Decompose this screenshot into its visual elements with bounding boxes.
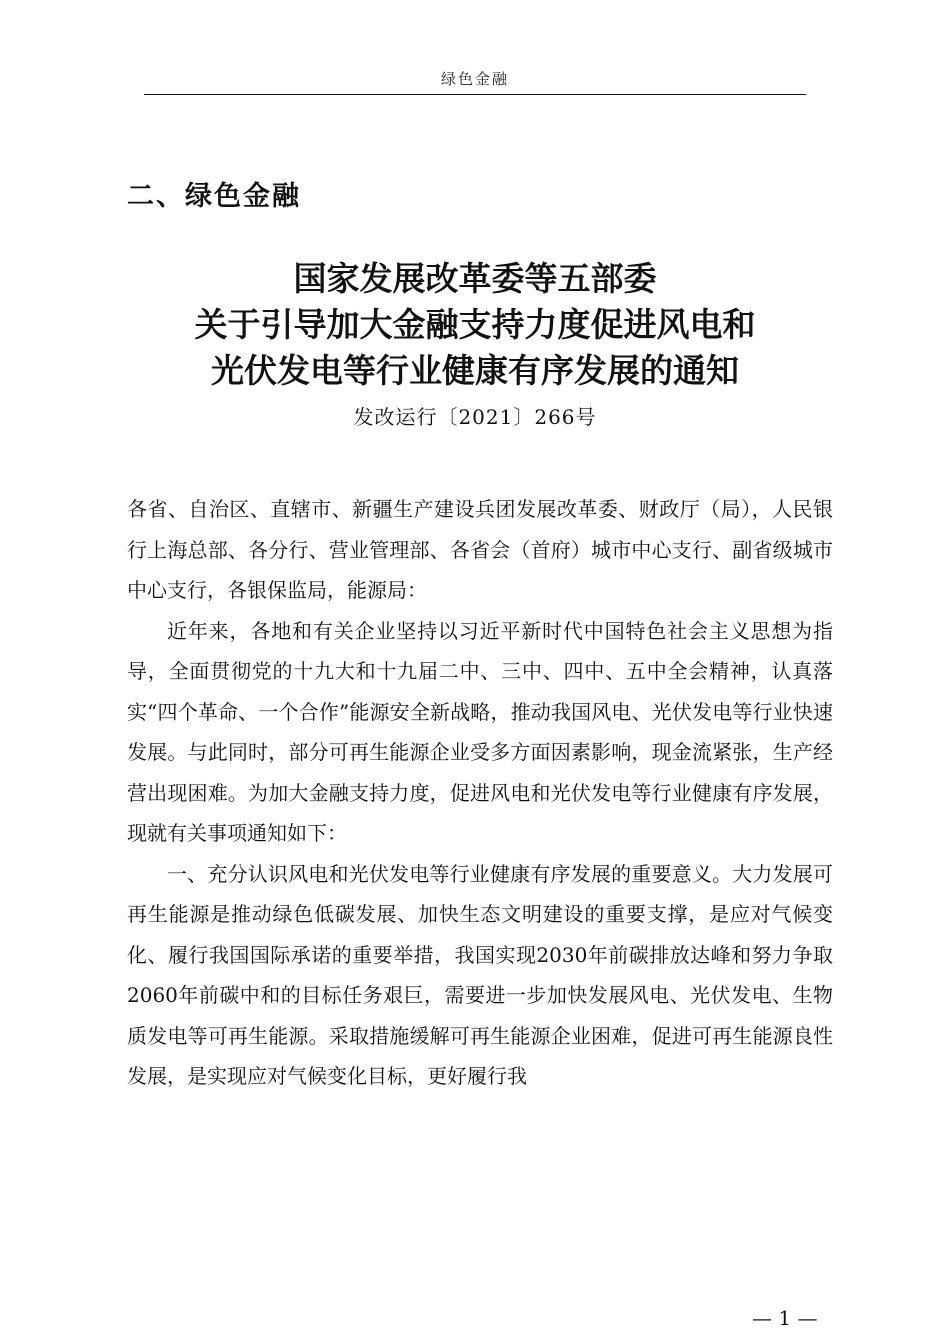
body-paragraph: 近年来，各地和有关企业坚持以习近平新时代中国特色社会主义思想为指导，全面贯彻党的十九大和十九届二中、三中、四中、五中全会精神，认真落实“四个革命、一个合作”能源安全新战略，推动我国风电、光伏发电等行业快速发展。与此同时，部分可再生能源企业受多方面因素影响，现金流紧张，生产经营出现困难。为加大金融支持力度，促进风电和光伏发电等行业健康有序发展，现就有关事项通知如下： [127, 618, 833, 845]
running-header: 绿色金融 [440, 70, 509, 88]
header-divider [144, 94, 806, 95]
addressee-paragraph: 各省、自治区、直辖市、新疆生产建设兵团发展改革委、财政厅（局），人民银行上海总部、各分行、营业管理部、各省会（首府）城市中心支行、副省级城市中心支行，各银保监局，能源局： [127, 497, 833, 602]
page-number: — 1 — [752, 1306, 818, 1330]
document-title [0, 256, 950, 394]
section-heading: 二、绿色金融 [127, 181, 301, 212]
title-line: 国家发展改革委等五部委 [293, 259, 657, 298]
document-number: 发改运行〔2021〕266号 [353, 405, 597, 429]
body-paragraph: 一、充分认识风电和光伏发电等行业健康有序发展的重要意义。大力发展可再生能源是推动绿色低碳发展、加快生态文明建设的重要支撑，是应对气候变化、履行我国国际承诺的重要举措，我国实现2030年前碳排放达峰和努力争取2060年前碳中和的目标任务艰巨，需要进一步加快发展风电、光伏发电、生物质发电等可再生能源。采取措施缓解可再生能源企业困难，促进可再生能源良性发展，是实现应对气候变化目标，更好履行我 [127, 861, 833, 1088]
title-line: 光伏发电等行业健康有序发展的通知 [211, 351, 739, 390]
document-body [127, 489, 833, 1097]
title-line: 关于引导加大金融支持力度促进风电和 [194, 305, 756, 344]
